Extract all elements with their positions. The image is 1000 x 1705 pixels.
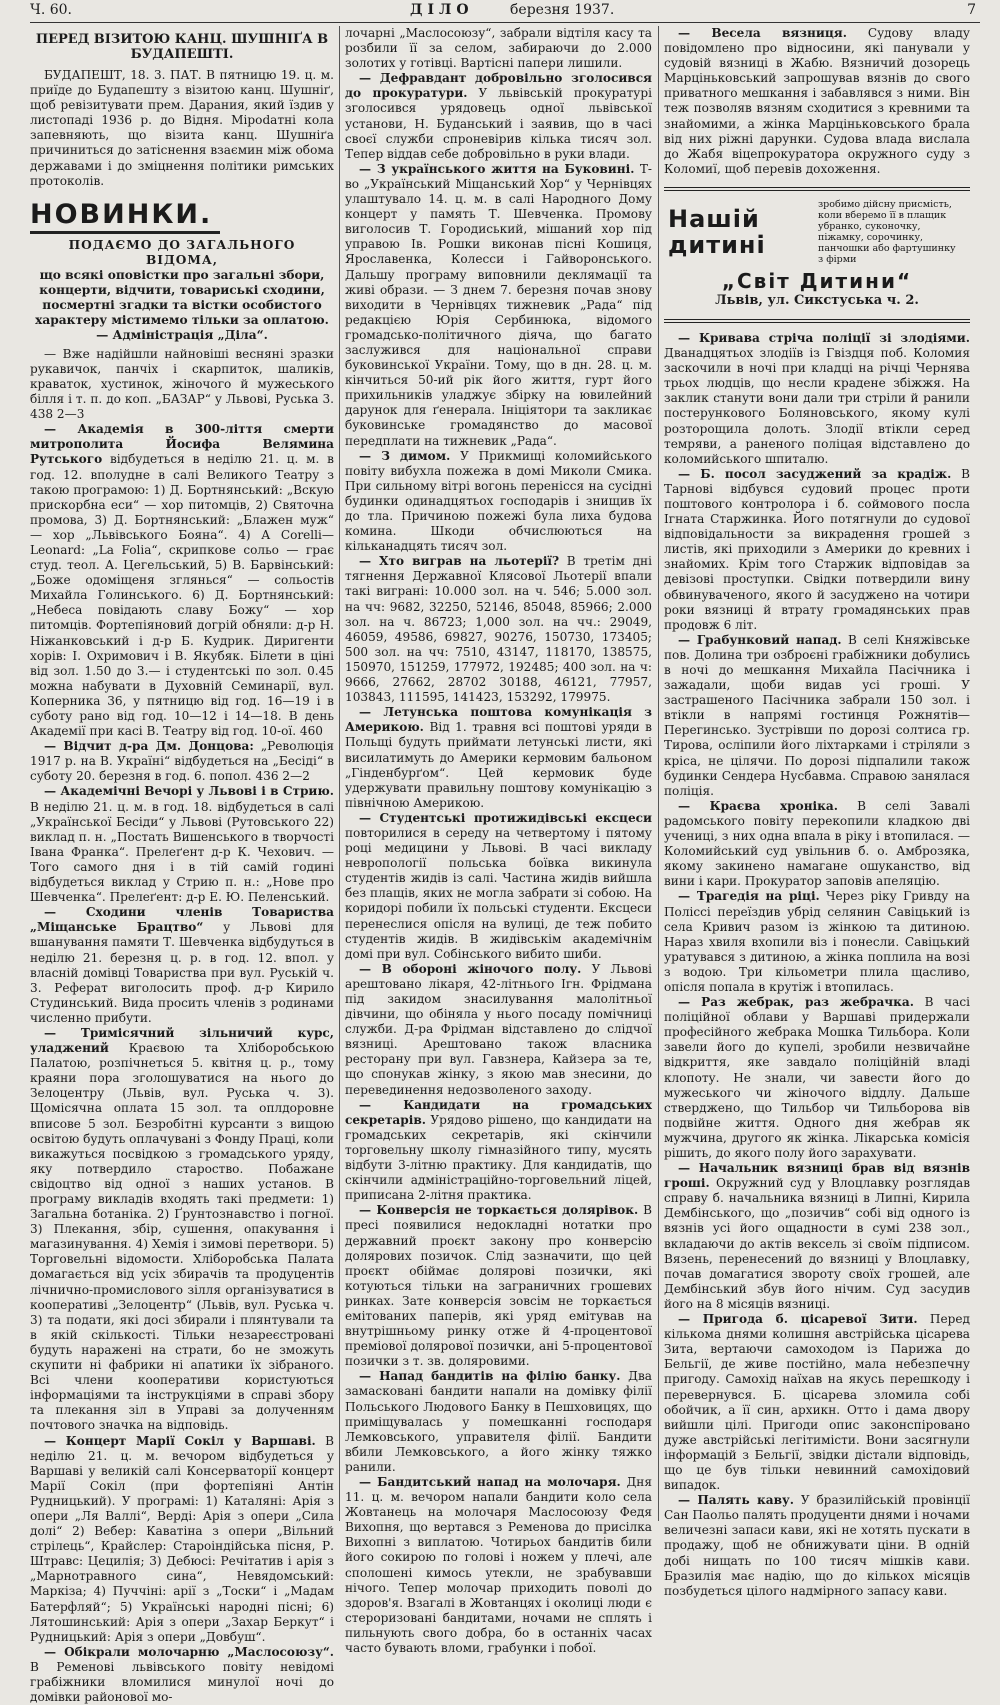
news-body: У Львові арештовано лікаря, 42-літнього Ігн. Фрідмана під закидом знасилування малолітньої дівчини, що обіняла у нього посаду помічниці служби. Д-ра Фрідман відставлено до слідчої вязниці. Арештовано також власника ресторану при вул. Гавзнера, Кайзера за те, що спонукав жінку, з якою мав знесини, до перевединення недозволеного заходу. <box>345 961 652 1097</box>
news-item <box>345 71 652 162</box>
article-lead: БУДАПЕШТ, 18. 3. ПАТ. В пятницю 19. ц. м. приїде до Будапешту з візитою канц. Шушніґ, щоб ревізитувати прем. Дарания, який їздив у листопаді 1936 р. до Відня. Мірodатні кола запевняють, що візита канц. Шушніґа причиниться до затіснення взаємин між обома державами і до зміцнення політики римських протоколів. <box>30 68 334 188</box>
news-body: повторилися в середу на четвертому і пятому році медицини у Львові. В часі викладу невропології польська боївка викинула студентів жидів із салі. Частина жидів вийшла без плащів, яких не могла забрати зі собою. На коридорі побили їх польські студенти. Ексцеси перенеслися опісля на вулиці, де теж побито студентів жидів. В жидівськім академічнім домі при вул. Собінського вибито шиби. <box>345 825 652 961</box>
column-1 <box>30 26 334 1705</box>
news-heading: — Трагедія на ріці. <box>678 889 820 904</box>
news-heading: — Відчит д-ра Дм. Донцова: <box>44 739 254 754</box>
news-heading: — Начальник вязниці брав від вязнів гроші. <box>664 1161 970 1191</box>
ad-title: Нашій дитині <box>668 204 766 259</box>
news-heading: — Раз жебрак, раз жебрачка. <box>678 995 914 1010</box>
news-item <box>345 162 652 449</box>
page-number: 7 <box>967 2 976 18</box>
advertisement <box>664 187 970 323</box>
news-item <box>664 799 970 890</box>
news-body: Краєвою та Хліборобською Палатою, розпічнеться 5. квітня ц. р., тому краяни пора зголошуватися на нього до Зелоцентру (Львів, вул. Руська ч. 3). Щомісячна оплата 15 зол. та оплдоровне вписове 5 зол. Безробітні курсанти з вищою освітою будуть оплачувані з Фонду Праці, коли викажуться посвідкою з громадського уряду, яку потвердило староство. Побажане свідоцтво від одної з наших установ. В програму викладів входять такі предмети: 1) Загальна ботаніка. 2) Ґрунтознавство і погної. 3) Плекання, збір, сушення, опакування і магазинування. 4) Хемія і зимові перетвори. 5) Торговельні відомости. Хліборобська Палата домагається від усіх збирачів та продуцентів лічнично-промислового зілля організуватися в кооперативі „Зелоцентр“ (Львів, вул. Руська ч. 3) та подати, які досі збирали і плянтували та в якій скількості. Тільки незареєстровані будуть наражені на страти, бо не зможуть скупити ні фабрики ні апатики їх зібраного. Всі члени кооперативи користуються інформаціями та інструкціями в справі збору та плекання зіл в Управі за долученням почтового значка на відповідь. <box>30 1041 334 1433</box>
news-item <box>345 1203 652 1369</box>
news-heading: — В обороні жіночого полу. <box>359 961 582 976</box>
newspaper-title: ДІЛО <box>410 2 474 18</box>
news-body: У львівській прокуратурі зголосився урядовець одної львівської установи, Н. Буданський і заявив, що в часі своєї служби спроневірив кілька тисяч зол. Тепер віддав себе добровільно в руки влади. <box>345 86 652 161</box>
news-heading: — Концерт Марії Сокіл у Варшаві. <box>44 1433 316 1448</box>
masthead <box>30 0 980 23</box>
news-body: Через ріку Гривду на Поліссі переїздив убрід селянин Савіцький із села Кривич разом із жінкою та дитиною. Нараз хвиля вхопили віз і понесли. Савіцький уратувався з дитиною, а жінка поплила на возі з водою. Три кільометри плила щасливо, опісля попала в крутіж і втопилась. <box>664 889 970 994</box>
news-item <box>664 1312 970 1493</box>
news-body: у Львові для вшанування памяти Т. Шевченка відбудуться в неділю 21. березня ц. р. в год. 12. впол. у власній домівці Товариства при вул. Руській ч. 3. Реферат виголосить проф. д-р Кирило Студинський. Вида просить членів з родинами численно прибути. <box>30 920 334 1025</box>
news-item <box>345 1369 652 1475</box>
news-body: Два замасковані бандити напали на домівку філії Польського Людового Банку в Пешховицях, що приміщувалась у помешканні господаря Лемковського, управителя філії. Бандити вбили Лемковського, а його жінку тяжко ранили. <box>345 1369 652 1474</box>
news-body: Дня 11. ц. м. вечором напали бандити коло села Жовтанець на молочаря Маслосоюзу Федя Вихопня, що вертався з Ременова до присілка Вихопні з виплатою. Чотирьох бандитів били його сокирою по голові і ножем у плечі, але сполошені кимось утекли, не зрабувавши нічого. Тепер молочар приходить поволі до здоров'я. Взагалі в Жовтанцях і околиці люди є стероризовані бандитами, ночами не сплять і пильнують свого добра, бо в останніх часах часто бувають вломи, грабунки і побої. <box>345 1475 652 1656</box>
news-heading: — Тримісячний зільничий курс, уладжений <box>30 1025 334 1056</box>
news-heading: — Грабунковий напад. <box>678 632 842 647</box>
news-heading: — Кандидати на громадських секретарів. <box>345 1097 652 1127</box>
news-body: В Тарнові відбувся судовий процес проти поштового контролора і б. соймового посла Ігната Старжинка. Його потягнули до судової відповідальности за викрадення грошей з листів, які приходили з Америки до кревних і знайомих. Крім того Старжик відповідав за девізові проступки. Свідки потвердили вину обвинуваченого, якого й засуджено на чотири роки вязниці й втрату громадянських прав продовж 6 літ. <box>664 466 970 632</box>
news-body: В третім дні тягнення Державної Клясової Льотерії впали такі виграні: 10.000 зол. на ч. 546; 5.000 зол. на чч: 9682, 32250, 52146, 85048, 85966; 2.000 зол. на ч. 86723; 1,000 зол. на чч.: 29049, 46059, 49586, 69827, 90276, 150730, 173405; 500 зол. на чч: 7510, 43147, 118170, 138575, 150970, 151259, 177972, 192485; 400 зол. на ч: 9666, 27662, 28702 30188, 46121, 77957, 103843, 111595, 141423, 153292, 179975. <box>345 554 652 705</box>
news-item <box>345 811 652 962</box>
news-heading: — Академія в 300-ліття смерти митрополита Йосифа Велямина Рутського <box>30 422 334 467</box>
news-body: Т-во „Український Міщанський Хор“ у Чернівцях улаштувало 14. ц. м. в салі Народного Дому концерт у память Т. Шевченка. Промову виголосив Т. Городиський, мішаний хор під управою Ів. Рошки виконав пісні Кошиця, Ярославенка, Колесси і Гайворонського. Дальшу програму виповнили деклямації та живі образи. — З днем 7. березня почав знову виходити в Чернівцях тижневик „Рада“ під редакцією Юрія Сербинюка, відомого громадсько-політичного діяча, що багато заслужився для національної справи буковинської України. Тому, що в дн. 28. ц. м. кінчиться 50-ий рік його життя, гурт його прихильників уладжує збірку на ювилейний дарунок для ґенерала. Ініціятори та закликає буковинське громадянство до масової передплати на тижневик „Рада“. <box>345 161 652 448</box>
ad-brand: „Світ Дитини“ <box>721 268 913 293</box>
column-rule <box>339 26 340 1521</box>
news-heading: — Палять каву. <box>678 1493 794 1508</box>
news-item <box>345 1475 652 1656</box>
news-body: Урядово рішено, що кандидати на громадських секретарів, які скінчили торговельну школу гімназійного типу, мусять відбути 3-літню практику. Для кандидатів, що скінчили адміністраційно-торговельний ліцей, приписана 2-літня практика. <box>345 1112 652 1203</box>
column-rule <box>658 26 659 1521</box>
news-item <box>30 905 334 1026</box>
news-item <box>664 889 970 995</box>
news-body: В неділю 21. ц. м. в год. 18. відбудеться в салі „Української Бесіди“ у Львові (Рутовського 22) виклад п. н. „Постать Вишенського в творчості Івана Франка“. Прелеґент д-р К. Чехович. — Того самого дня і в тій самій годині відбудеться виклад у Стрию п. н.: „Нове про Шевченка“. Прелеґент: д-р Е. Ю. Пеленський. <box>30 799 334 905</box>
ad-address: Львів, ул. Сикстуська ч. 2. <box>715 292 919 308</box>
news-item <box>664 26 970 177</box>
news-item <box>664 1161 970 1312</box>
news-item <box>664 331 970 467</box>
news-body: Дванадцятьох злодіїв із Гвіздця поб. Коломия заскочили в ночі при кладці на річці Чернява трьох людців, що несли крадене збіжжя. На заклик станути вони дали три стріли й ранили постерункового Боляновського, якому кулі розторощила долоть. Злодії втікли серед темряви, а раненого поліцая відставлено до коломийського шпиталю. <box>664 346 970 466</box>
news-item <box>30 784 334 905</box>
news-item: — Вже надійшли найновіші весняні зразки рукавичок, панчіх і скарпиток, шаликів, краваток, хустинок, жіночого й мужеського білля і т. п. до коп. „БАЗАР“ у Львові, Руська 3. 438 2—3 <box>30 346 334 422</box>
news-item <box>345 554 652 705</box>
news-body: У бразилійській провінції Сан Паольо палять продуценти днями і ночами величезні запаси кави, які не хотять пускати в продажу, щоб не обнижувати ціни. В одній добі нищать по 100 тисяч мішків кави. Бразилія має надію, що до кількох місяців позбудеться цілого надмірного запасу кави. <box>664 1493 970 1598</box>
news-item <box>345 449 652 555</box>
news-item <box>30 422 334 739</box>
news-body: У Прикмищі коломийського повіту вибухла пожежа в домі Миколи Смика. При сильному вітрі вогонь перенісся на сусідні будинки одинадцятьох господарів і знищив їх до тла. Причиною пожежі була лиха будова комина. Шкоди обчислюються на кільканадцять тисяч зол. <box>345 448 652 554</box>
news-item <box>30 1645 334 1705</box>
issue-date: березня 1937. <box>510 2 615 18</box>
news-item <box>345 962 652 1098</box>
news-heading: — Сходини членів Товариства „Міщанське Брацтво“ <box>30 905 334 935</box>
news-item <box>664 467 970 633</box>
news-body: В неділю 21. ц. м. вечором відбудеться у Варшаві у великій салі Консерваторії концерт Марії Сокіл (при фортепіяні Антін Рудницький). У програмі: 1) Каталяні: Арія з опери „Ля Валлі“, Верді: Арія з опери „Сила долі“ 2) Вебер: Каватіна з опери „Вільний стрілець“, Крайслер: Староіндійська пісня, Р. Штравс: Цецилія; 3) Дебюсі: Речітатив і арія з „Марнотравного сина“, Невядомський: Маркіза; 4) Пуччіні: арії з „Тоски“ і „Мадам Батерфляй“; 5) Українські народні пісні; 6) Лятошинський: Арія з опери „Захар Беркут“ і Рудницький: Арія з опери „Довбуш“. <box>30 1433 334 1644</box>
news-body: В селі Княжівське пов. Долина три озброєні грабіжники добулись в ночі до мешкання Михайла Пасічника і зажадали, щоби видав усі гроші. У застрашеного Пасічника забрали 150 зол. і втікли в напрямі гостинця Рожнятів—Перегинсько. Зустрівши по дорозі солтиса гр. Тирова, осліпили його ліхтарками і стріляли з кріса, не цілячи. По дорозі підпалили також будинки Сендера Нусбавма. Справою занялася поліція. <box>664 632 970 798</box>
news-item <box>30 1026 334 1434</box>
news-heading: — Летунська поштова комунікація з Америкою. <box>345 705 652 735</box>
news-body: „Революція 1917 р. на В. Україні“ відбудеться на „Бесіді“ в суботу 20. березня в год. 6. попол. 436 2—2 <box>30 739 334 784</box>
news-item <box>664 633 970 799</box>
news-body: Перед кількома днями колишня австрійська цісарева Зита, вертаючи самоходом із Парижа до Бельгії, де живе постійно, мала небезпечну пригоду. Самохід наїхав на якусь перешкоду і перевернувся. Б. цісарева зломила собі обойчик, а її син, архикн. Отто і дама двору вийшли цілі. Пригоди опис законспіровано дуже австрійські легітимісти. Вони засягнули інформацій з Бельгії, звідки дістали відповідь, що це був тільки невинний самохідовий випадок. <box>664 1312 970 1493</box>
admin-notice <box>30 238 334 343</box>
news-body: відбудеться в неділю 21. ц. м. в год. 12. вполудне в салі Великого Театру з такою програмою: 1) Д. Бортнянський: „Вскую прискорбна еси“ — хор питомців, 2) Святочна промова, 3) Д. Бортнянський: „Блажен муж“ — хор „Львівського Бояна“. 4) A Corelli—Leonard: „La Folia“, скрипкове сольо — грає студ. теол. А. Цегельський, 5) В. Барвінський: „Боже одоміщеня зглянься“ — сольостів Михайла Голинського. 6) Д. Бортнянський: „Небеса повідають славу Божу“ — хор питомців. Фортепіяновий догрій обняли: д-р Н. Ніжанковський і д-р Б. Кудрик. Диригенти хорів: І. Охримович і В. Якубяк. Білети в ціні від зол. 1.50 до 3.— і студентські по зол. 0.45 можна набувати в Духовній Семинарії, вул. Коперника 36, у пятницю від год. 16—19 і в суботу рано від год. 10—12 і 14—18. В день Академії при касі В. Театру від год. 10-ої. 460 <box>30 452 334 739</box>
news-item <box>30 1434 334 1645</box>
news-heading: — Конверсія не торкається долярівок. <box>359 1203 639 1218</box>
news-item <box>664 995 970 1161</box>
news-body: Від 1. травня всі поштові уряди в Польщі будуть приймати летунські листи, які висилатимуть до Америки кермовим бальоном „Гінденбурґом“. Цей кермовик буде удержувати правильну поштову комунікацію з північною Америкою. <box>345 720 652 810</box>
news-item <box>664 1493 970 1599</box>
news-heading: — Б. посол засуджений за крадіж. <box>678 466 952 481</box>
news-heading: — Хто виграв на льотерії? <box>359 554 560 569</box>
news-item: лочарні „Маслосоюзу“, забрали відтіля касу та розбили її за селом, забираючи до 2.000 золотих у готівці. Вартісні папери лишили. <box>345 26 652 71</box>
news-heading: — З димом. <box>359 448 451 463</box>
news-item <box>345 705 652 811</box>
news-item <box>345 1098 652 1204</box>
news-heading: — Напад бандитів на філію банку. <box>359 1369 621 1384</box>
news-heading: — Пригода б. цісаревої Зити. <box>678 1312 918 1327</box>
news-body: В Ременові львівського повіту невідомі грабіжники вломилися минулої ночі до домівки районової мо- <box>30 1659 334 1705</box>
news-heading: — Кривава стріча поліції зі злодіями. <box>678 330 970 345</box>
notice-body: що всякі оповістки про загальні збори, концерти, відчити, товариські сходини, посмертні згадки та вістки особистого характеру містимемо тільки за оплатою. — Адміністрація „Діла“. <box>35 267 329 342</box>
column-2 <box>345 26 652 1656</box>
section-title: НОВИНКИ. <box>30 199 220 234</box>
article-headline: ПЕРЕД ВІЗИТОЮ КАНЦ. ШУШНІҐА В БУДАПЕШТІ. <box>35 32 329 62</box>
news-body: В селі Завалі радомського повіту перекопили кладкою дві ученицi, з них одна впала в ріку і втопилася. — Коломийський суд увільнив б. о. Амброзяка, якому закинено намагане ошуканство, від вини і кари. Прокуратор заповів апеляцію. <box>664 798 970 889</box>
news-heading: — Весела вязниця. <box>678 26 847 40</box>
column-3 <box>664 26 970 1598</box>
news-heading: — Академічні Вечорі у Львові і в Стрию. <box>44 784 334 799</box>
news-body: В часі поліційної облави у Варшаві придержали професійного жебрака Мошка Тильбора. Коли завели його до купелі, зробили незвичайне відкриття, яке завдало поліційній владі клопоту. Не знали, чи завести його до мужеського чи жіночого віддлу. Дальше стверджено, що Тильбор чи Тильборова вів подвійне життя. Одного дня жебрав як мужчина, другого як жінка. Лікарська комісія рішить, до якого полу його зарахувати. <box>664 995 970 1160</box>
issue-number: Ч. 60. <box>30 2 72 18</box>
news-heading: — Дефравдант добровільно зголосився до прокуратури. <box>345 71 652 101</box>
news-body: Окружний суд у Влоцлавку розглядав справу б. начальника вязниці в Липні, Кирила Дембінського, що „позичив“ собі від одного із вязнів усі його ощадности в сумі 238 зол., вкладаючи до актів вексель зі своїм підписом. Вязень, перенесений до вязниці у Влоцлавку, почав домагатися звороту своїх грошей, але Дембінський збув його нічим. Суд засудив його на 8 місяців вязниці. <box>664 1176 970 1311</box>
notice-title: ПОДАЄМО ДО ЗАГАЛЬНОГО ВІДОМА, <box>68 237 296 267</box>
news-heading: — З українського життя на Буковині. <box>359 161 635 176</box>
news-heading: — Студентські протижидівські ексцеси <box>359 810 652 825</box>
news-body: В пресі появилися недокладні нотатки про державний проєкт закону про конверсію долярових позичок. Слід зазначити, що цей проєкт обіймає долярові позички, які котуються тільки на заграничних грошевих ринках. Зате конверсія зовсім не торкається емітованих паперів, які уряд емітував на внутрішньому ринку отже й 4-процентової преміової долярової позички, ані 5-процентової позички з т. зв. доляровими. <box>345 1203 652 1369</box>
news-item <box>30 739 334 784</box>
news-body: Судову владу повідомлено про відносини, які панували у судовій вязниці в Жабю. Вязничий дозорець Марціньковський запрошував вязнів до свого приватного мешкання і забавлявся з ними. Він теж позволяв вязням сходитися з кревними та знайомими, а жінка Марціньковського брала від них ріжні дарунки. Судова влада вислала до Жабя віцепрокуратора окружного суду з Коломиї, щоб перевів дохоження. <box>664 26 970 176</box>
news-heading: — Краєва хроніка. <box>678 798 838 813</box>
ad-text: зробимо дійсну присмість, коли вберемо її в плащик убранко, суконочку, піжамку, сорочинку, панчошки або фартушинку з фірми <box>818 198 956 265</box>
news-heading: — Бандитський напад на молочаря. <box>359 1475 621 1489</box>
news-heading: — Обікрали молочарню „Маслосоюзу“. <box>44 1644 334 1659</box>
